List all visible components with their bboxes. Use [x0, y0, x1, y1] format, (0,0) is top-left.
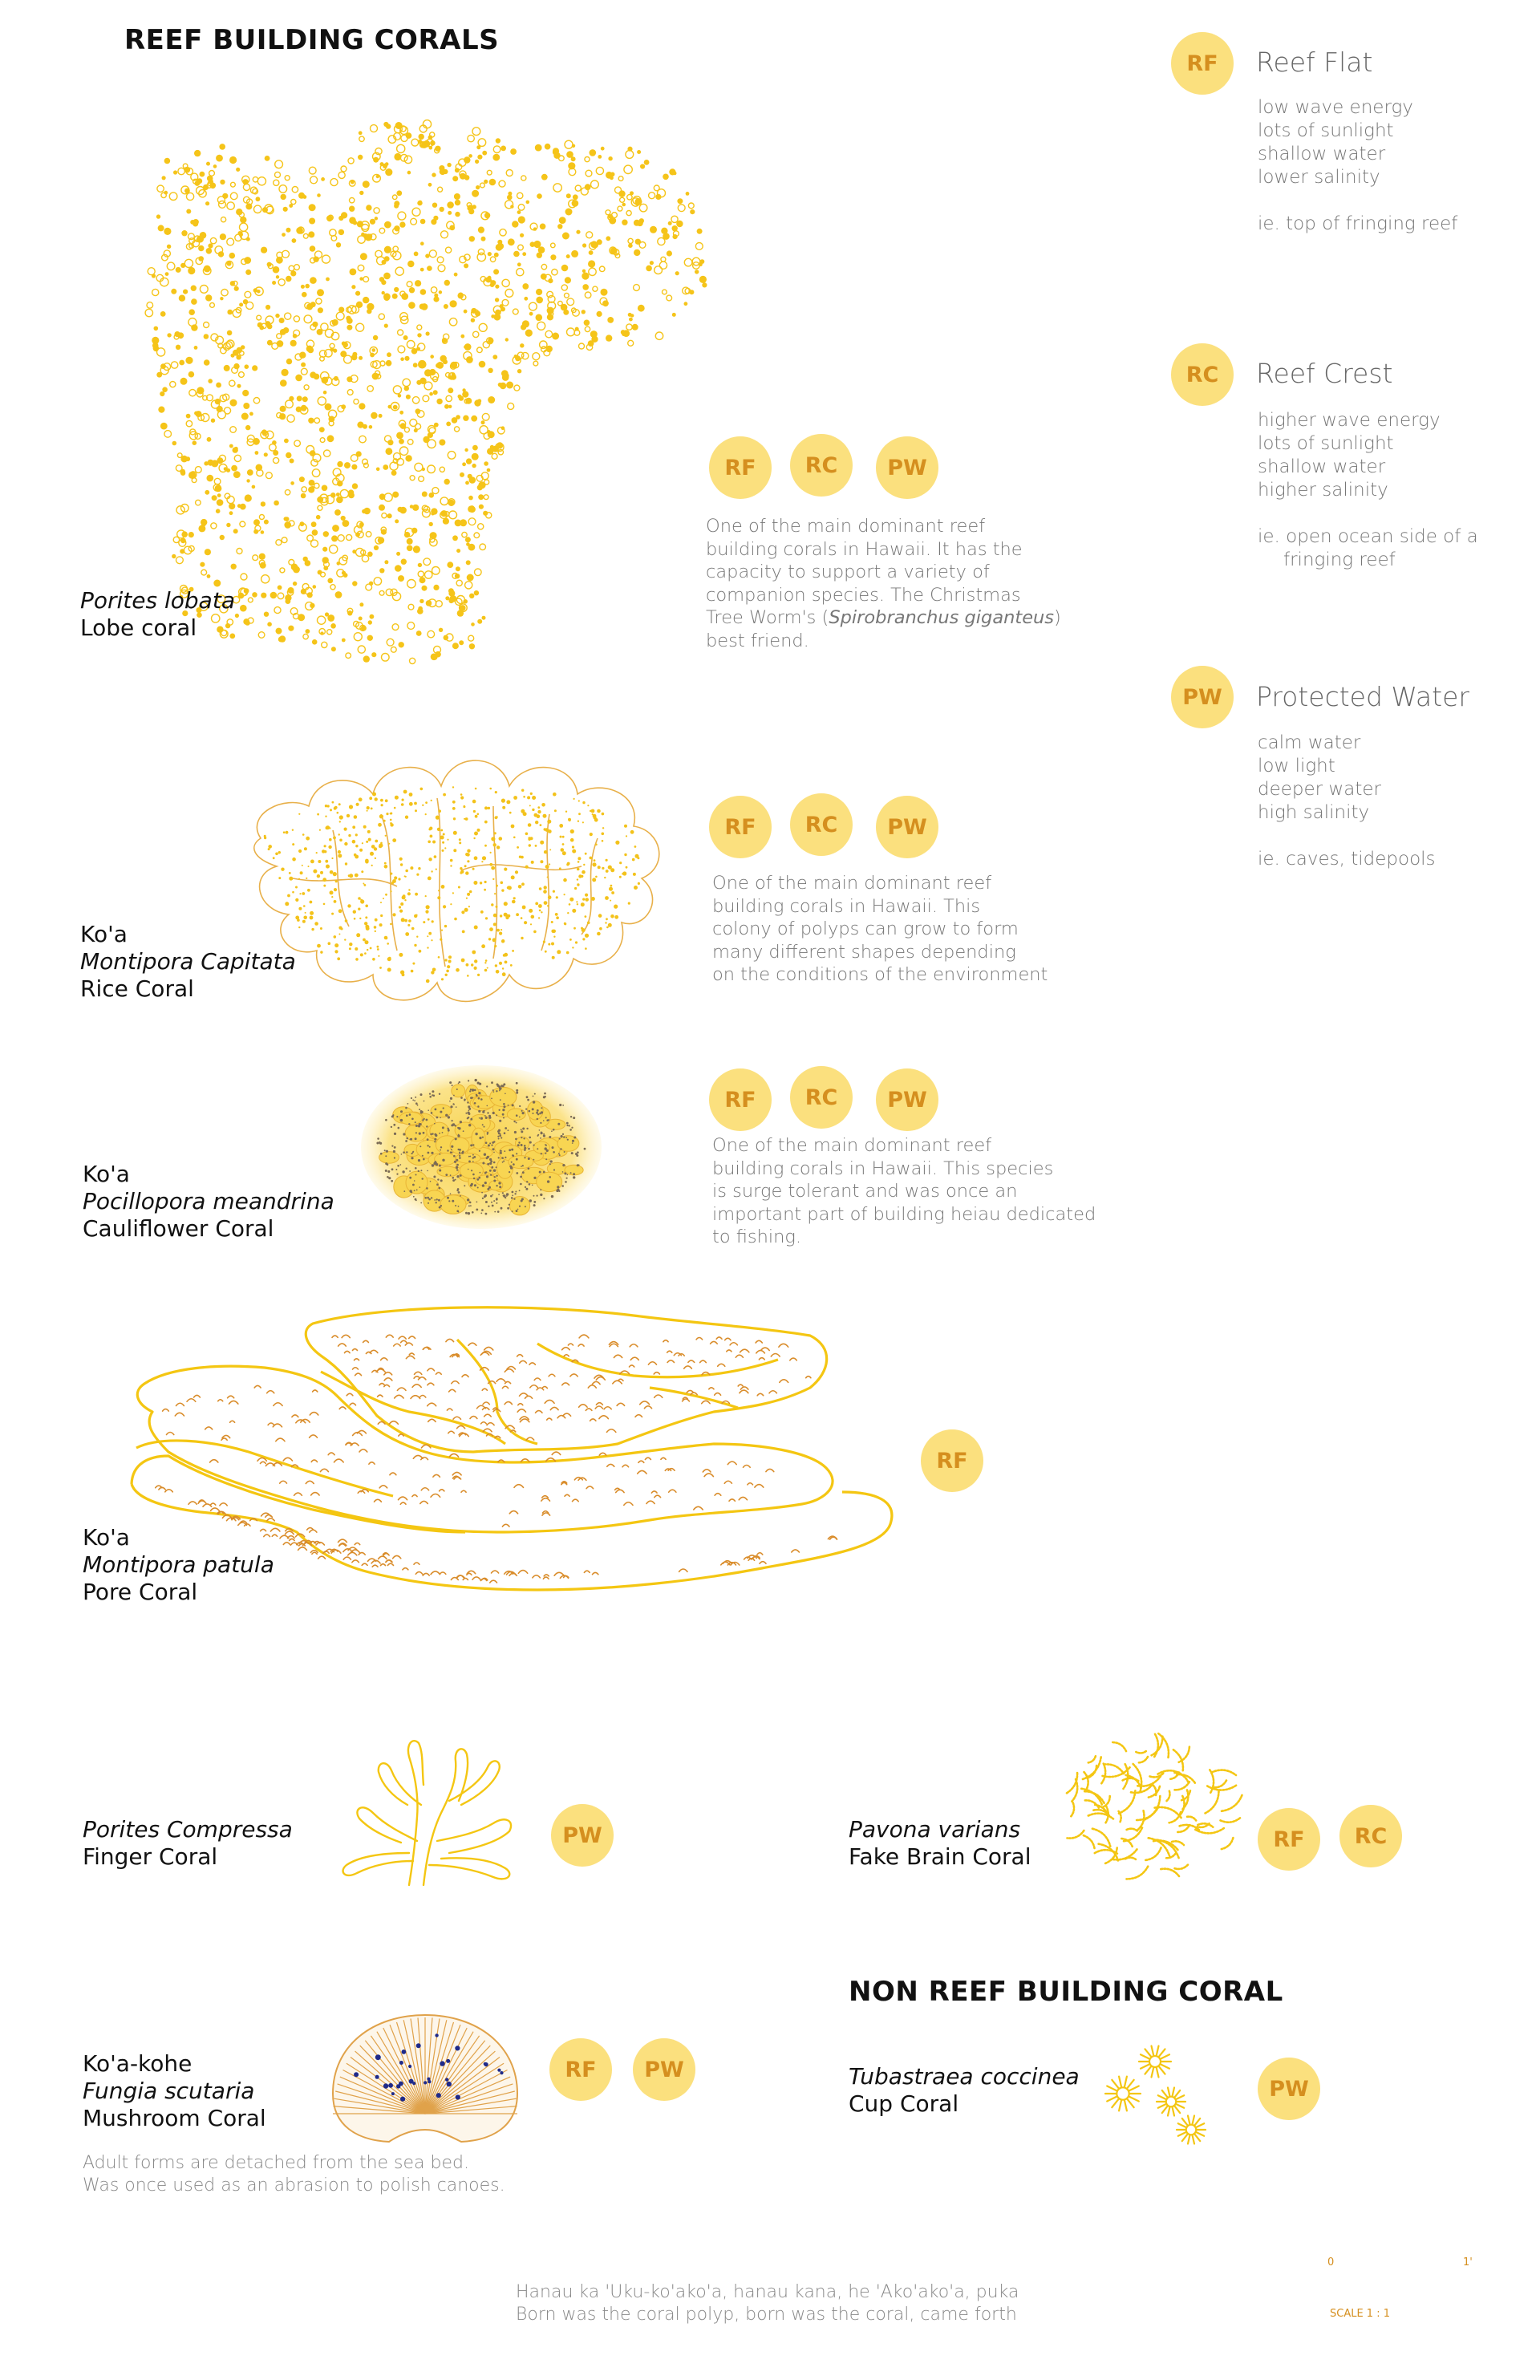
legend-protected-water-details: calm water low light deeper water high salinity ie. caves, tidepools: [1258, 732, 1436, 870]
finger-coral-illustration: [329, 1721, 529, 1889]
rice-coral-illustration: [237, 718, 686, 1023]
mushroom-badge-rf: RF: [549, 2038, 612, 2101]
mushroom-coral-illustration: [325, 2005, 525, 2150]
page-title: REEF BUILDING CORALS: [124, 24, 500, 56]
legend-badge-rc: RC: [1171, 343, 1234, 406]
legend-reef-flat-details: low wave energy lots of sunlight shallow water lower salinity ie. top of fringing reef: [1258, 97, 1458, 234]
lobe-badge-rc: RC: [790, 434, 853, 497]
scale-zero: 0: [1327, 2256, 1335, 2269]
footer-chant: Hanau ka 'Uku-ko'ako'a, hanau kana, he 'Ako'ako'a, puka Born was the coral polyp, born was the coral, came forth: [516, 2282, 1019, 2325]
non-reef-section-title: NON REEF BUILDING CORAL: [849, 1976, 1283, 2008]
lobe-badge-rf: RF: [709, 436, 772, 499]
pore-coral-name: Ko'a Montipora patula Pore Coral: [83, 1524, 274, 1605]
scale-one: 1': [1463, 2256, 1473, 2269]
legend-title-protected-water: Protected Water: [1256, 681, 1469, 712]
legend-reef-crest-details: higher wave energy lots of sunlight shallow water higher salinity ie. open ocean side of a fringing reef: [1258, 410, 1478, 570]
mushroom-coral-name: Ko'a-kohe Fungia scutaria Mushroom Coral: [83, 2050, 266, 2131]
rice-badge-rc: RC: [790, 793, 853, 856]
finger-badge-pw: PW: [551, 1804, 614, 1867]
legend-badge-pw: PW: [1171, 666, 1234, 728]
rice-coral-description: One of the main dominant reef building corals in Hawaii. This colony of polyps can grow to form many different shapes depending on the conditions of the environment: [712, 873, 1048, 985]
pore-badge-rf: RF: [921, 1429, 983, 1492]
mushroom-badge-pw: PW: [633, 2038, 695, 2101]
rice-badge-rf: RF: [709, 796, 772, 858]
lobe-coral-description: One of the main dominant reef building corals in Hawaii. It has the capacity to support a variety of companion species. The Christmas Tree Worm's (Spirobranchus giganteus) best friend.: [706, 516, 1061, 651]
cup-badge-pw: PW: [1258, 2058, 1320, 2120]
cup-coral-illustration: [1091, 2037, 1227, 2150]
scale-label: SCALE 1 : 1: [1330, 2308, 1390, 2320]
cauliflower-badge-rc: RC: [790, 1066, 853, 1129]
cup-coral-name: Tubastraea coccinea Cup Coral: [849, 2063, 1080, 2117]
cauliflower-coral-name: Ko'a Pocillopora meandrina Cauliflower Coral: [83, 1161, 334, 1242]
brain-coral-illustration: [1051, 1733, 1259, 1885]
brain-coral-name: Pavona varians Fake Brain Coral: [849, 1816, 1031, 1870]
lobe-badge-pw: PW: [876, 436, 938, 499]
legend-title-reef-crest: Reef Crest: [1256, 358, 1393, 389]
mushroom-coral-note: Adult forms are detached from the sea bed. Was once used as an abrasion to polish canoes.: [83, 2153, 505, 2196]
brain-badge-rc: RC: [1339, 1805, 1402, 1867]
lobe-coral-name: Porites lobata Lobe coral: [80, 587, 235, 641]
legend-title-reef-flat: Reef Flat: [1256, 47, 1373, 78]
cauliflower-coral-description: One of the main dominant reef building corals in Hawaii. This species is surge tolerant and was once an important part of building heiau dedicated to fishing.: [712, 1135, 1096, 1247]
rice-coral-name: Ko'a Montipora Capitata Rice Coral: [80, 921, 296, 1002]
cauliflower-badge-rf: RF: [709, 1068, 772, 1131]
legend-badge-rf: RF: [1171, 32, 1234, 95]
cauliflower-badge-pw: PW: [876, 1068, 938, 1131]
cauliflower-coral-illustration: [353, 1059, 610, 1235]
brain-badge-rf: RF: [1258, 1808, 1320, 1871]
rice-badge-pw: PW: [876, 796, 938, 858]
finger-coral-name: Porites Compressa Finger Coral: [83, 1816, 293, 1870]
